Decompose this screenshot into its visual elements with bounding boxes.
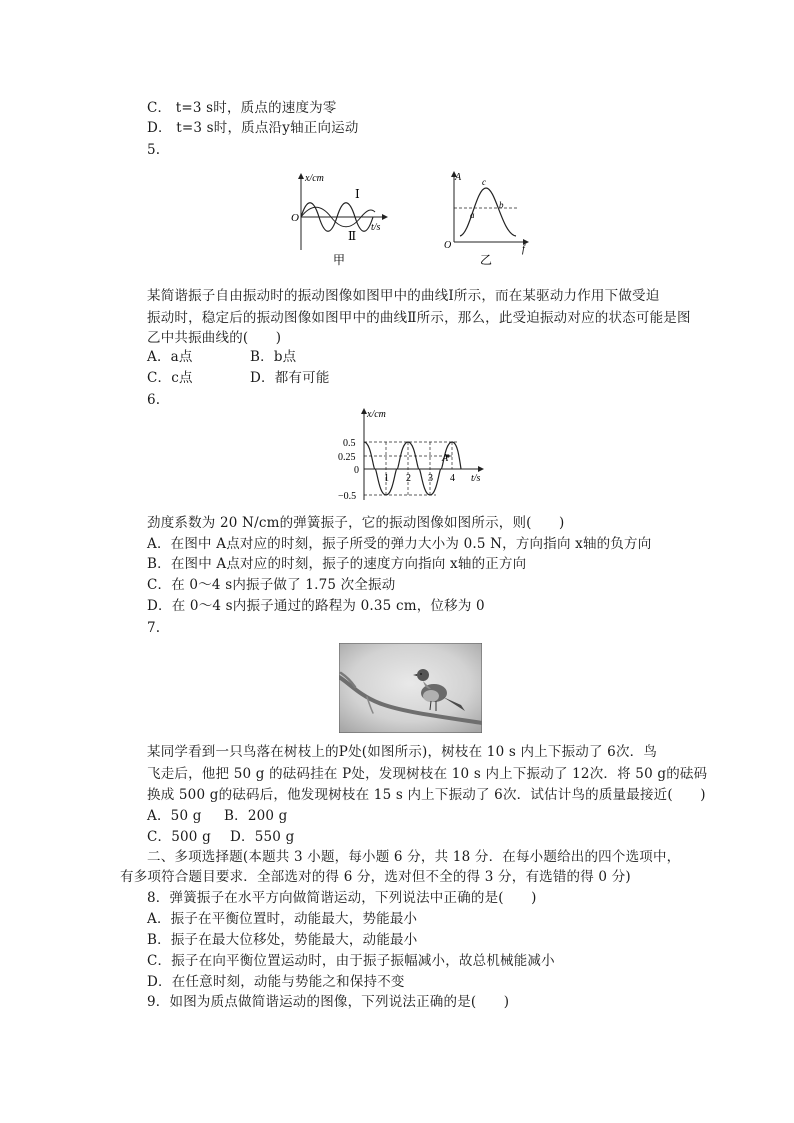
q6-stem: 劲度系数为 20 N/cm的弹簧振子，它的振动图像如图所示，则( ) (147, 515, 565, 531)
q8-option-b: B．振子在最大位移处，势能最大，动能最小 (147, 932, 418, 948)
yi-point-a: a (470, 210, 475, 220)
q7-stem-line-3: 换成 500 g的砝码后，他发现树枝在 15 s 内上下振动了 6次．试估计鸟的质量最接近( ) (147, 787, 706, 803)
section2-header-line-1: 二、多项选择题(本题共 3 小题，每小题 6 分，共 18 分．在每小题给出的四个选项中， (147, 849, 681, 865)
q6-option-c: C．在 0～4 s内振子做了 1.75 次全振动 (147, 577, 396, 593)
q6-x-label: t/s (471, 473, 481, 484)
q8-option-d: D．在任意时刻，动能与势能之和保持不变 (147, 974, 405, 990)
q4-option-c: C． t=3 s时，质点的速度为零 (147, 100, 337, 116)
q6-option-d: D．在 0～4 s内振子通过的路程为 0.35 cm，位移为 0 (147, 598, 485, 614)
q6-xtick-4: 4 (450, 473, 455, 484)
q7-option-c: C．500 g (147, 829, 211, 845)
q7-stem-line-2: 飞走后，他把 50 g 的砝码挂在 P处，发现树枝在 10 s 内上下振动了 12次．将 50 g的砝码 (147, 766, 708, 782)
jia-curve-i-label: Ⅰ (355, 187, 360, 201)
q6-option-b: B．在图中 A点对应的时刻，振子的速度方向指向 x轴的正方向 (147, 556, 527, 572)
yi-y-label: A (455, 172, 462, 183)
q5-option-a: A．a点 (147, 349, 193, 365)
q7-option-b: B．200 g (224, 808, 288, 824)
q5-figure-jia (285, 168, 395, 268)
q7-bird-photo (339, 643, 482, 733)
q6-number: 6. (147, 392, 161, 408)
q4-option-d: D． t=3 s时，质点沿y轴正向运动 (147, 120, 359, 136)
jia-origin: O (291, 212, 299, 224)
q5-stem-line-2: 振动时，稳定后的振动图像如图甲中的曲线Ⅱ所示，那么，此受迫振动对应的状态可能是图 (147, 310, 691, 326)
q6-graph (333, 405, 493, 505)
q5-stem-line-3: 乙中共振曲线的( ) (147, 330, 282, 346)
section2-header-line-2: 有多项符合题目要求．全部选对的得 6 分，选对但不全的得 3 分，有选错的得 0 分) (120, 869, 631, 885)
q5-number: 5. (147, 142, 161, 158)
q6-xtick-3: 3 (428, 473, 433, 484)
q6-point-a-label: A (442, 453, 449, 464)
q7-option-d: D．550 g (230, 829, 295, 845)
q5-figure-yi (440, 168, 540, 268)
q6-xtick-2: 2 (406, 473, 411, 484)
q8-stem: 8．弹簧振子在水平方向做简谐运动，下列说法中正确的是( ) (147, 890, 537, 906)
q6-option-a: A．在图中 A点对应的时刻，振子所受的弹力大小为 0.5 N，方向指向 x轴的负方向 (147, 536, 652, 552)
q8-option-a: A．振子在平衡位置时，动能最大，势能最小 (147, 911, 418, 927)
q6-ytick-0: 0 (354, 465, 359, 476)
q8-option-c: C．振子在向平衡位置运动时，由于振子振幅减小，故总机械能减小 (147, 953, 555, 969)
q5-option-b: B．b点 (250, 349, 297, 365)
yi-point-c: c (482, 177, 486, 187)
q6-ytick-0.25: 0.25 (338, 452, 356, 463)
yi-caption: 乙 (480, 253, 493, 267)
resonance-curve (460, 188, 516, 236)
yi-origin: O (444, 240, 452, 251)
q6-ytick-0.5: 0.5 (343, 438, 356, 449)
jia-caption: 甲 (333, 253, 346, 267)
q7-number: 7. (147, 620, 161, 636)
q6-ytick-neg0.5: −0.5 (338, 491, 357, 502)
q7-stem-line-1: 某同学看到一只鸟落在树枝上的P处(如图所示)，树枝在 10 s 内上下振动了 6次．鸟 (147, 744, 658, 760)
bird-head (417, 669, 429, 681)
yi-x-label: f (522, 244, 525, 255)
q5-option-d: D．都有可能 (250, 370, 330, 386)
jia-y-label: x/cm (305, 173, 324, 184)
q9-stem: 9．如图为质点做简谐运动的图像，下列说法正确的是( ) (147, 994, 510, 1010)
jia-curve-ii-label: Ⅱ (348, 229, 357, 243)
q6-y-label: x/cm (367, 409, 386, 420)
q7-option-a: A．50 g (147, 808, 202, 824)
q6-xtick-1: 1 (384, 473, 389, 484)
yi-point-b: b (499, 200, 504, 210)
q5-option-c: C．c点 (147, 370, 193, 386)
q5-stem-line-1: 某简谐振子自由振动时的振动图像如图甲中的曲线Ⅰ所示，而在某驱动力作用下做受迫 (147, 288, 660, 304)
jia-x-label: t/s (371, 222, 381, 233)
